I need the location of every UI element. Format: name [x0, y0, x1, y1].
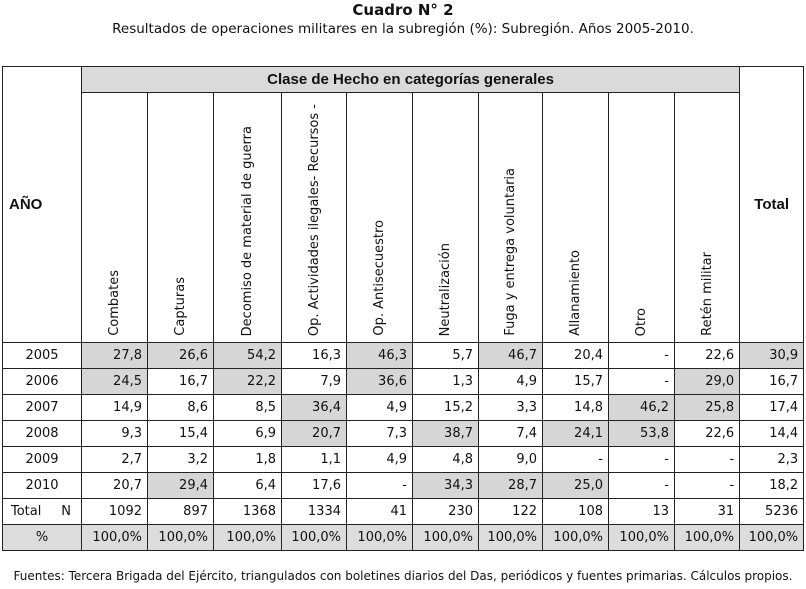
value-cell: 25,0 [543, 473, 609, 499]
value-cell: 22,6 [675, 421, 740, 447]
value-cell: - [347, 473, 413, 499]
value-cell: 1,3 [413, 369, 479, 395]
value-cell: 46,2 [609, 395, 675, 421]
percent-cell: 100,0% [675, 525, 740, 551]
year-cell: 2007 [3, 395, 82, 421]
value-cell: 8,5 [214, 395, 282, 421]
value-cell: 6,9 [214, 421, 282, 447]
value-cell: 25,8 [675, 395, 740, 421]
grand-total-cell: 5236 [740, 499, 804, 525]
value-cell: 34,3 [413, 473, 479, 499]
count-cell: 41 [347, 499, 413, 525]
value-cell: 3,3 [479, 395, 543, 421]
value-cell: 6,4 [214, 473, 282, 499]
value-cell: 24,5 [82, 369, 148, 395]
table-row [3, 343, 804, 369]
n-label: N [61, 504, 71, 519]
table-row [3, 395, 804, 421]
total-n-label-cell [3, 499, 82, 525]
count-cell: 108 [543, 499, 609, 525]
value-cell: 16,3 [282, 343, 347, 369]
value-cell: 26,6 [148, 343, 214, 369]
value-cell: 15,7 [543, 369, 609, 395]
value-cell: - [543, 447, 609, 473]
value-cell: - [675, 447, 740, 473]
percent-cell: 100,0% [413, 525, 479, 551]
value-cell: 20,7 [282, 421, 347, 447]
percent-row [3, 525, 804, 551]
table-body [3, 343, 804, 551]
source-footnote: Fuentes: Tercera Brigada del Ejército, triangulados con boletines diarios del Das, periódicos y fuentes primarias. Cálculos propios. [13, 569, 793, 583]
value-cell: 7,4 [479, 421, 543, 447]
value-cell: - [609, 343, 675, 369]
count-cell: 1368 [214, 499, 282, 525]
results-table [2, 66, 804, 551]
value-cell: 2,7 [82, 447, 148, 473]
value-cell: 8,6 [148, 395, 214, 421]
percent-cell: 100,0% [609, 525, 675, 551]
value-cell: - [609, 473, 675, 499]
column-header-antisecuestro: Op. Antisecuestro [347, 93, 413, 343]
value-cell: - [609, 447, 675, 473]
count-cell: 230 [413, 499, 479, 525]
value-cell: 9,3 [82, 421, 148, 447]
value-cell: 22,2 [214, 369, 282, 395]
value-cell: 9,0 [479, 447, 543, 473]
value-cell: 46,3 [347, 343, 413, 369]
percent-cell: 100,0% [214, 525, 282, 551]
table-subtitle: Resultados de operaciones militares en la subregión (%): Subregión. Años 2005-2010. [112, 21, 694, 37]
column-header-reten-militar: Retén militar [675, 93, 740, 343]
value-cell: 17,6 [282, 473, 347, 499]
column-header-combates: Combates [82, 93, 148, 343]
year-cell: 2006 [3, 369, 82, 395]
value-cell: 7,9 [282, 369, 347, 395]
year-column-header: AÑO [3, 67, 82, 343]
value-cell: 20,7 [82, 473, 148, 499]
table-title: Cuadro N° 2 [352, 1, 454, 19]
value-cell: 4,9 [347, 447, 413, 473]
value-cell: 29,0 [675, 369, 740, 395]
row-total-cell: 17,4 [740, 395, 804, 421]
table-row [3, 447, 804, 473]
percent-label-cell: % [3, 525, 82, 551]
percent-total-cell: 100,0% [740, 525, 804, 551]
count-cell: 1092 [82, 499, 148, 525]
value-cell: 20,4 [543, 343, 609, 369]
column-header-capturas: Capturas [148, 93, 214, 343]
value-cell: 53,8 [609, 421, 675, 447]
value-cell: 7,3 [347, 421, 413, 447]
row-total-cell: 2,3 [740, 447, 804, 473]
table-row [3, 369, 804, 395]
year-cell: 2008 [3, 421, 82, 447]
column-header-actividades-ilegales: Op. Actividades ilegales- Recursos - [282, 93, 347, 343]
count-cell: 31 [675, 499, 740, 525]
value-cell: 38,7 [413, 421, 479, 447]
year-cell: 2010 [3, 473, 82, 499]
row-total-cell: 18,2 [740, 473, 804, 499]
percent-cell: 100,0% [479, 525, 543, 551]
total-n-row [3, 499, 804, 525]
table-row [3, 421, 804, 447]
value-cell: 15,4 [148, 421, 214, 447]
category-group-header: Clase de Hecho en categorías generales [82, 67, 740, 93]
value-cell: 54,2 [214, 343, 282, 369]
table-row [3, 473, 804, 499]
total-label: Total [11, 504, 42, 519]
value-cell: 36,6 [347, 369, 413, 395]
value-cell: 46,7 [479, 343, 543, 369]
value-cell: 36,4 [282, 395, 347, 421]
column-header-otro: Otro [609, 93, 675, 343]
value-cell: 15,2 [413, 395, 479, 421]
total-column-header: Total [740, 67, 804, 343]
value-cell: 1,8 [214, 447, 282, 473]
value-cell: 16,7 [148, 369, 214, 395]
row-total-cell: 14,4 [740, 421, 804, 447]
value-cell: 1,1 [282, 447, 347, 473]
value-cell: 29,4 [148, 473, 214, 499]
count-cell: 897 [148, 499, 214, 525]
value-cell: 14,9 [82, 395, 148, 421]
year-cell: 2005 [3, 343, 82, 369]
column-header-allanamiento: Allanamiento [543, 93, 609, 343]
value-cell: - [609, 369, 675, 395]
value-cell: 28,7 [479, 473, 543, 499]
row-total-cell: 16,7 [740, 369, 804, 395]
row-total-cell: 30,9 [740, 343, 804, 369]
percent-cell: 100,0% [148, 525, 214, 551]
value-cell: 4,9 [347, 395, 413, 421]
value-cell: 27,8 [82, 343, 148, 369]
column-header-decomiso: Decomiso de material de guerra [214, 93, 282, 343]
value-cell: 24,1 [543, 421, 609, 447]
value-cell: 22,6 [675, 343, 740, 369]
value-cell: - [675, 473, 740, 499]
value-cell: 4,8 [413, 447, 479, 473]
value-cell: 4,9 [479, 369, 543, 395]
count-cell: 1334 [282, 499, 347, 525]
column-header-neutralizacion: Neutralización [413, 93, 479, 343]
count-cell: 13 [609, 499, 675, 525]
percent-cell: 100,0% [543, 525, 609, 551]
percent-cell: 100,0% [347, 525, 413, 551]
year-cell: 2009 [3, 447, 82, 473]
value-cell: 14,8 [543, 395, 609, 421]
column-header-fuga-entrega: Fuga y entrega voluntaria [479, 93, 543, 343]
percent-cell: 100,0% [82, 525, 148, 551]
value-cell: 5,7 [413, 343, 479, 369]
value-cell: 3,2 [148, 447, 214, 473]
percent-cell: 100,0% [282, 525, 347, 551]
count-cell: 122 [479, 499, 543, 525]
